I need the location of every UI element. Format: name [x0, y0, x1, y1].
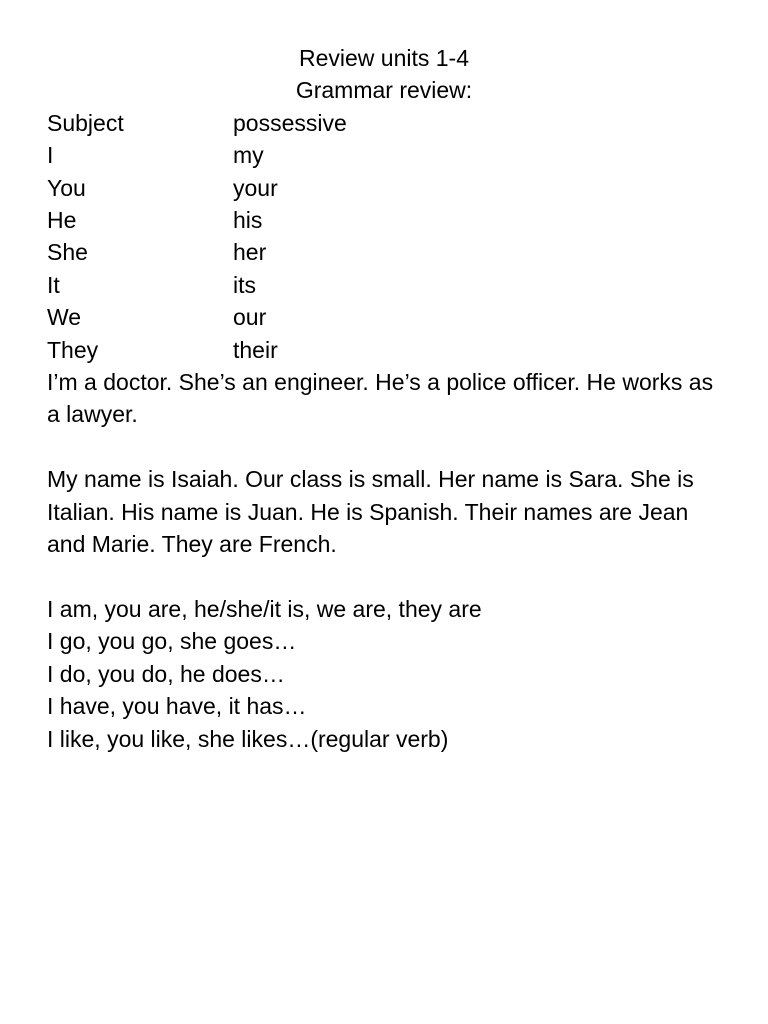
table-row	[47, 139, 727, 171]
subject-pronoun: You	[47, 174, 86, 201]
possessive-adjective: my	[233, 142, 264, 169]
table-row	[47, 334, 727, 366]
conjugation-line: I am, you are, he/she/it is, we are, they are	[47, 595, 482, 622]
possessive-adjective: our	[233, 304, 267, 331]
conjugation-list	[47, 593, 727, 755]
pronoun-table-header	[47, 107, 727, 139]
possessive-adjective: their	[233, 336, 278, 363]
document-title: Review units 1-4	[298, 45, 470, 71]
conjugation-line: I do, you do, he does…	[47, 660, 285, 687]
possessive-adjective: its	[233, 271, 256, 298]
table-row	[47, 236, 727, 268]
occupations-paragraph: I’m a doctor. She’s an engineer. He’s a police officer. He works as a lawyer.	[47, 369, 714, 428]
subject-pronoun: It	[47, 271, 60, 298]
column-header-subject: Subject	[47, 109, 124, 136]
table-row	[47, 301, 727, 333]
conjugation-line: I go, you go, she goes…	[47, 628, 297, 655]
table-row	[47, 269, 727, 301]
column-header-possessive: possessive	[233, 109, 347, 136]
subject-pronoun: I	[47, 142, 54, 169]
possessive-adjective: her	[233, 239, 267, 266]
conjugation-line: I like, you like, she likes…(regular verb)	[47, 725, 449, 752]
subject-pronoun: They	[47, 336, 99, 363]
document-subtitle: Grammar review:	[295, 77, 473, 104]
pronoun-table	[47, 107, 727, 366]
names-paragraph: My name is Isaiah. Our class is small. Her name is Sara. She is Italian. His name is Juan. He is Spanish. Their names are Jean and Marie. They are French.	[47, 466, 694, 558]
table-row	[47, 172, 727, 204]
subject-pronoun: He	[47, 207, 77, 234]
conjugation-line: I have, you have, it has…	[47, 693, 307, 720]
subject-pronoun: She	[47, 239, 88, 266]
document-page	[47, 42, 727, 755]
possessive-adjective: his	[233, 207, 263, 234]
paragraph-spacer	[47, 431, 727, 463]
subject-pronoun: We	[47, 304, 82, 331]
possessive-adjective: your	[233, 174, 278, 201]
paragraph-spacer	[47, 560, 727, 592]
table-row	[47, 204, 727, 236]
